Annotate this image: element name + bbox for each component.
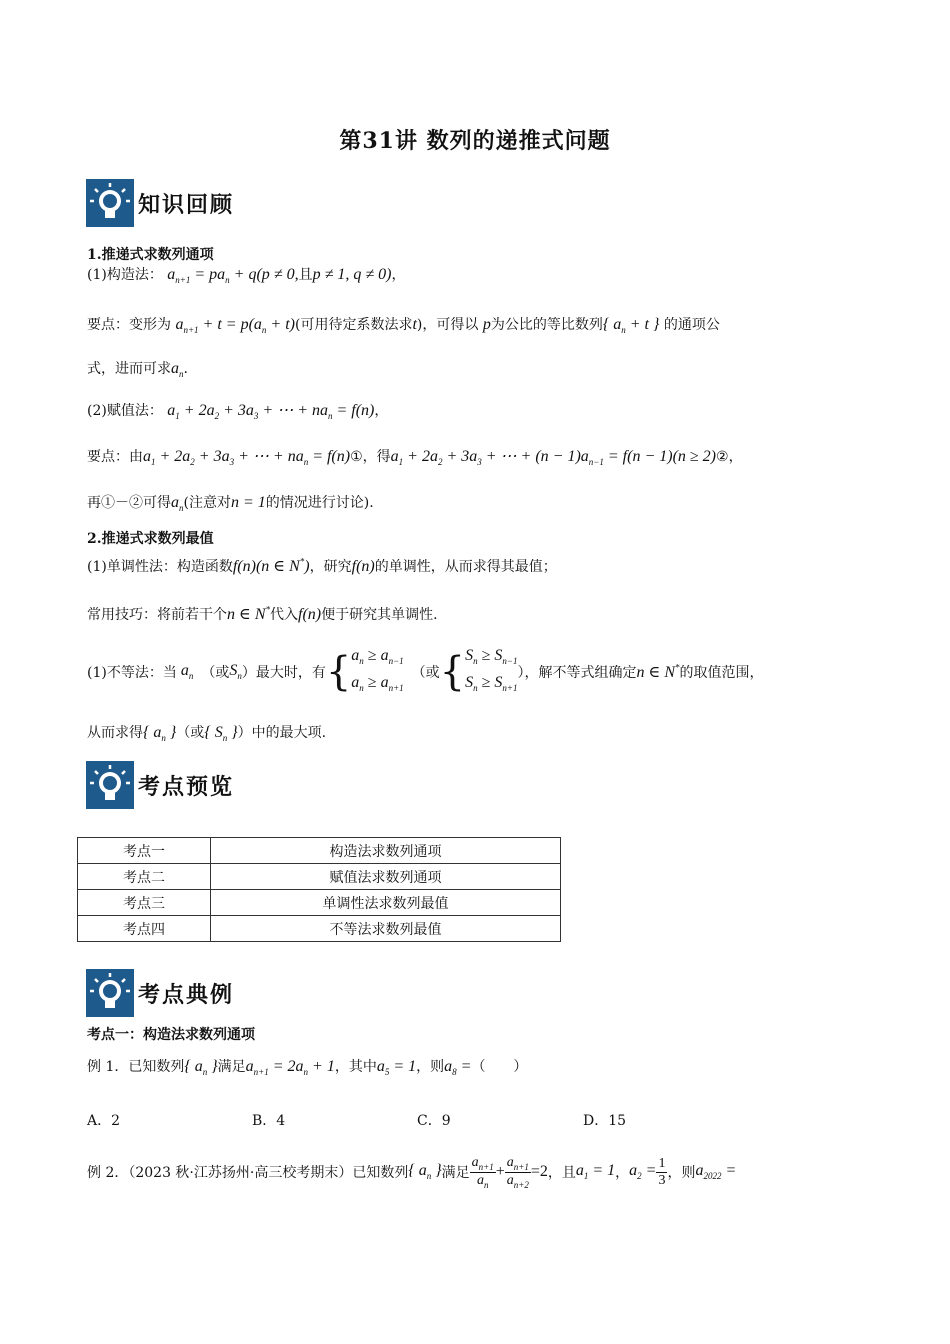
overview-point: 考点四 bbox=[78, 916, 211, 942]
var-t: t bbox=[412, 316, 417, 333]
ex2-a1: $a_1 = 1$ bbox=[575, 1162, 616, 1182]
ineq-max: ）最大时，有 bbox=[241, 665, 326, 681]
assign-key-d: (注意对 bbox=[183, 495, 231, 511]
ex2-a2: $a_2$ = bbox=[629, 1162, 657, 1182]
ineq-label: (1)不等法：当 bbox=[87, 665, 177, 681]
formula-assign: $a_1 + 2a_2 + 3a_3$ + ⋯ + $na_n = f(n)$ bbox=[167, 402, 375, 422]
lightbulb-icon bbox=[86, 761, 134, 809]
key-text-c: )，可得以 bbox=[416, 317, 479, 333]
ex2-frac-1: $\frac{a_{n+1}}{a_n}$ bbox=[471, 1154, 494, 1190]
ineq-or-2: （或 bbox=[411, 665, 440, 681]
ex2-text-b: 满足 bbox=[441, 1165, 470, 1181]
banner-examples-label: 考点典例 bbox=[138, 981, 235, 1008]
system-an: $a_n \ge a_{n-1}$ $a_n \ge a_{n+1}$ bbox=[351, 646, 404, 694]
seq-an-plus-t: { $a_n + t$ } bbox=[602, 316, 660, 336]
banner-preview-label: 考点预览 bbox=[138, 773, 235, 800]
overview-row bbox=[78, 838, 561, 864]
monotone-text-c: 的单调性，从而求得其最值； bbox=[374, 559, 557, 575]
ex1-text-e: （ ） bbox=[471, 1059, 528, 1075]
formula-n-in-N: n ∈ N* bbox=[227, 604, 271, 623]
tip-text-a: 常用技巧：将前若干个 bbox=[87, 607, 227, 623]
method-assign-label: (2)赋值法： bbox=[87, 403, 163, 419]
formula-transform: $a_{n+1} + t = p(a_n + t)$ bbox=[175, 316, 295, 336]
section-title-2: 2.推递式求数列最值 bbox=[87, 531, 214, 547]
ex2-text-c: ，且 bbox=[547, 1165, 576, 1181]
var-an: $a_n$ bbox=[171, 360, 184, 380]
assign-key-e: 的情况进行讨论). bbox=[265, 495, 374, 511]
method-construct-key bbox=[87, 314, 720, 335]
method-inequality-end bbox=[87, 722, 326, 743]
seq-sn: { $S_n$ } bbox=[204, 724, 238, 744]
ex2-text-d: ，则 bbox=[667, 1165, 696, 1181]
var-an-3: $a_n$ bbox=[180, 662, 194, 682]
ineq-solve: ），解不等式组确定 bbox=[517, 665, 637, 681]
overview-desc: 不等法求数列最值 bbox=[211, 916, 561, 942]
overview-point: 考点二 bbox=[78, 864, 211, 890]
ineq-end-b: （或 bbox=[176, 725, 205, 741]
method-construct-label: (1)构造法： bbox=[87, 267, 163, 283]
method-inequality bbox=[87, 646, 763, 698]
option-d[interactable]: D．15 bbox=[583, 1113, 627, 1129]
formula-eq2: $a_1 + 2a_2 + 3a_3$ + ⋯ + $(n - 1)a_{n-1} = f(n - 1)(n \ge 2)$ bbox=[390, 448, 717, 468]
example-2: 例 2．（2023 秋·江苏扬州·高三校考期末）已知数列 { $a_n$ } 满足 $\frac{a_{n+1}}{a_n}$ + $\frac{a_{n+1}}{a_{n+2}}$ =2 ，且 $a_1 = 1$ ， $a_2$ = $\frac{1}{3}$ ，则 $a_{2022}$ = bbox=[87, 1154, 737, 1190]
ineq-end-a: 从而求得 bbox=[87, 725, 143, 741]
page-title: 第31讲 数列的递推式问题 bbox=[339, 128, 611, 154]
banner-examples bbox=[86, 968, 234, 1018]
assign-key-a: 要点：由 bbox=[87, 449, 143, 465]
lightbulb-icon bbox=[86, 969, 134, 1017]
overview-point: 考点三 bbox=[78, 890, 211, 916]
system-sn: $S_n \ge S_{n-1}$ $S_n \ge S_{n+1}$ bbox=[465, 646, 518, 694]
ex1-a5: $a_5 = 1$ bbox=[376, 1058, 417, 1078]
ex1-text-b: 满足 bbox=[217, 1059, 246, 1075]
banner-preview bbox=[86, 760, 234, 810]
overview-row bbox=[78, 890, 561, 916]
formula-fn-2: f(n) bbox=[298, 606, 322, 623]
key-text-d: 为公比的等比数列 bbox=[490, 317, 603, 333]
method-assign-key-cont bbox=[87, 492, 374, 513]
var-p: p bbox=[482, 316, 491, 333]
var-an-2: $a_n$ bbox=[171, 494, 184, 514]
ex2-frac-2: $\frac{a_{n+1}}{a_{n+2}}$ bbox=[506, 1154, 529, 1190]
overview-row bbox=[78, 916, 561, 942]
seq-an-ex1: { $a_n$ } bbox=[184, 1058, 218, 1078]
banner-review-label: 知识回顾 bbox=[138, 191, 235, 218]
ineq-or-1: （或 bbox=[201, 665, 230, 681]
system-brace-2: { bbox=[439, 649, 466, 695]
example-1 bbox=[87, 1056, 527, 1077]
ex2-a2022: $a_{2022}$ = bbox=[695, 1162, 737, 1182]
overview-desc: 赋值法求数列通项 bbox=[211, 864, 561, 890]
banner-review bbox=[86, 178, 234, 228]
tip-text-c: 便于研究其单调性. bbox=[321, 607, 438, 623]
ex2-frac-third: $\frac{1}{3}$ bbox=[658, 1155, 666, 1188]
monotone-label: (1)单调性法：构造函数 bbox=[87, 559, 233, 575]
ex1-text-c: ，其中 bbox=[334, 1059, 377, 1075]
tip-text-b: 代入 bbox=[270, 607, 299, 623]
seq-an: { $a_n$ } bbox=[143, 724, 177, 744]
overview-desc: 构造法求数列通项 bbox=[211, 838, 561, 864]
assign-key-b: ，得 bbox=[362, 449, 391, 465]
assign-key-c: 再①－②可得 bbox=[87, 495, 171, 511]
seq-an-ex2: { $a_n$ } bbox=[408, 1162, 442, 1182]
point1-title: 考点一：构造法求数列通项 bbox=[87, 1027, 255, 1043]
key-text-e: 的通项公 bbox=[663, 317, 720, 333]
monotone-text-b: ，研究 bbox=[309, 559, 352, 575]
key-text-f: 式，进而可求 bbox=[87, 361, 171, 377]
method-assign-key: 要点：由$a_1 + 2a_2 + 3a_3$ + ⋯ + $na_n$ = f(n)①，得$a_1 + 2a_2 + 3a_3$ + ⋯ + $(n - 1)a_{n-1} = f(n - 1)(n$ ≥ 2)②， bbox=[87, 448, 743, 468]
method-construct-formula: $a_{n+1} = pa_n + q(p \ne 0$,且p ≠ 1, q ≠ 0) bbox=[167, 266, 392, 286]
formula-n-in-N-2: n ∈ N* bbox=[636, 662, 680, 681]
ex1-recurrence: $a_{n+1} = 2a_n + 1$ bbox=[245, 1058, 335, 1078]
overview-desc: 单调性法求数列最值 bbox=[211, 890, 561, 916]
formula-eq1: $a_1 + 2a_2 + 3a_3$ + ⋯ + $na_n = f(n)$ bbox=[143, 448, 351, 468]
method-construct-key-cont: 式，进而可求$a_n$. bbox=[87, 360, 188, 380]
key-text-a: 要点：变形为 bbox=[87, 317, 171, 333]
ineq-end-c: ）中的最大项. bbox=[237, 725, 327, 741]
overview-table bbox=[77, 837, 561, 942]
method-assign: (2)赋值法： $a_1 + 2a_2 + 3a_3$ + ⋯ + $na_n = f(n)$， bbox=[87, 402, 389, 422]
ex1-text-d: ，则 bbox=[416, 1059, 445, 1075]
ineq-range: 的取值范围， bbox=[679, 665, 764, 681]
system-brace-1: { bbox=[325, 649, 352, 695]
ex1-a8: $a_8$ = bbox=[444, 1058, 472, 1078]
ex2-text-a: 例 2．（2023 秋·江苏扬州·高三校考期末）已知数列 bbox=[87, 1165, 409, 1181]
overview-point: 考点一 bbox=[78, 838, 211, 864]
formula-fn: f(n) bbox=[351, 558, 375, 575]
lightbulb-icon bbox=[86, 179, 134, 227]
formula-fn-domain: f(n)(n ∈ N*) bbox=[232, 556, 310, 575]
overview-row bbox=[78, 864, 561, 890]
method-construct: (1)构造法： $a_{n+1} = pa_n + q(p \ne 0$,且p ≠ 1, q ≠ 0)， bbox=[87, 266, 406, 286]
formula-n-eq-1: n = 1 bbox=[230, 494, 266, 511]
key-text-b: (可用待定系数法求 bbox=[294, 317, 413, 333]
method-monotone bbox=[87, 556, 557, 576]
option-c[interactable]: C．9 bbox=[417, 1113, 451, 1129]
section-title-1: 1.推递式求数列通项 bbox=[87, 247, 214, 263]
ex1-text-a: 例 1．已知数列 bbox=[87, 1059, 185, 1075]
var-sn: $S_n$ bbox=[229, 662, 242, 682]
option-a[interactable]: A．2 bbox=[87, 1113, 121, 1129]
option-b[interactable]: B．4 bbox=[252, 1113, 286, 1129]
method-monotone-tip bbox=[87, 604, 438, 624]
